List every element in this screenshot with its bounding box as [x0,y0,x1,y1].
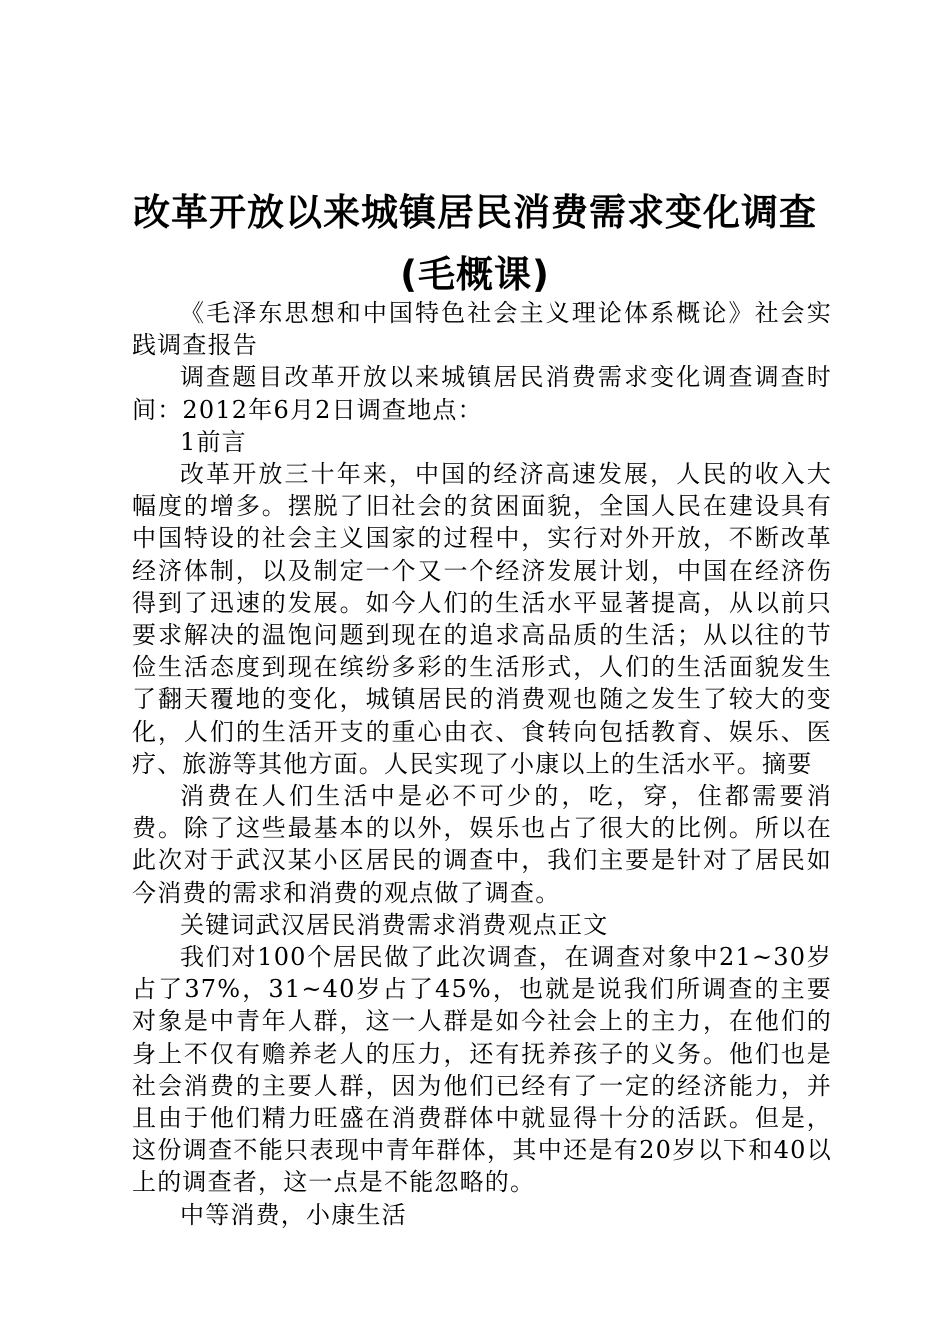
document-body [132,297,832,1231]
document-title: 改革开放以来城镇居民消费需求变化调查(毛概课) [133,191,817,296]
paragraph-abstract: 消费在人们生活中是必不可少的，吃，穿，住都需要消费。除了这些最基本的以外，娱乐也占了很大的比例。所以在此次对于武汉某小区居民的调查中，我们主要是针对了居民如今消费的需求和消费的观点做了调查。 [132,782,832,907]
paragraph-main-text: 我们对100个居民做了此次调查，在调查对象中21~30岁占了37%，31~40岁占了45%，也就是说我们所调查的主要对象是中青年人群，这一人群是如今社会上的主力，在他们的身上不仅有赡养老人的压力，还有抚养孩子的义务。他们也是社会消费的主要人群，因为他们已经有了一定的经济能力，并且由于他们精力旺盛在消费群体中就显得十分的活跃。但是，这份调查不能只表现中青年群体，其中还是有20岁以下和40以上的调查者，这一点是不能忽略的。 [132,943,832,1197]
paragraph-survey-info: 调查题目改革开放以来城镇居民消费需求变化调查调查时间：2012年6月2日调查地点： [132,363,832,424]
paragraph-section-heading: 中等消费，小康生活 [180,1200,407,1229]
paragraph-heading-preface: 1前言 [180,427,247,456]
paragraph-preface: 改革开放三十年来，中国的经济高速发展，人民的收入大幅度的增多。摆脱了旧社会的贫困面貌，全国人民在建设具有中国特设的社会主义国家的过程中，实行对外开放，不断改革经济体制，以及制定一个又一个经济发展计划，中国在经济伤得到了迅速的发展。如今人们的生活水平显著提高，从以前只要求解决的温饱问题到现在的追求高品质的生活；从以往的节俭生活态度到现在缤纷多彩的生活形式，人们的生活面貌发生了翻天覆地的变化，城镇居民的消费观也随之发生了较大的变化，人们的生活开支的重心由衣、食转向包括教育、娱乐、医疗、旅游等其他方面。人民实现了小康以上的生活水平。摘要 [132,460,832,778]
paragraph-keywords: 关键词武汉居民消费需求消费观点正文 [180,910,609,939]
paragraph-course-title: 《毛泽东思想和中国特色社会主义理论体系概论》社会实践调查报告 [132,299,832,360]
